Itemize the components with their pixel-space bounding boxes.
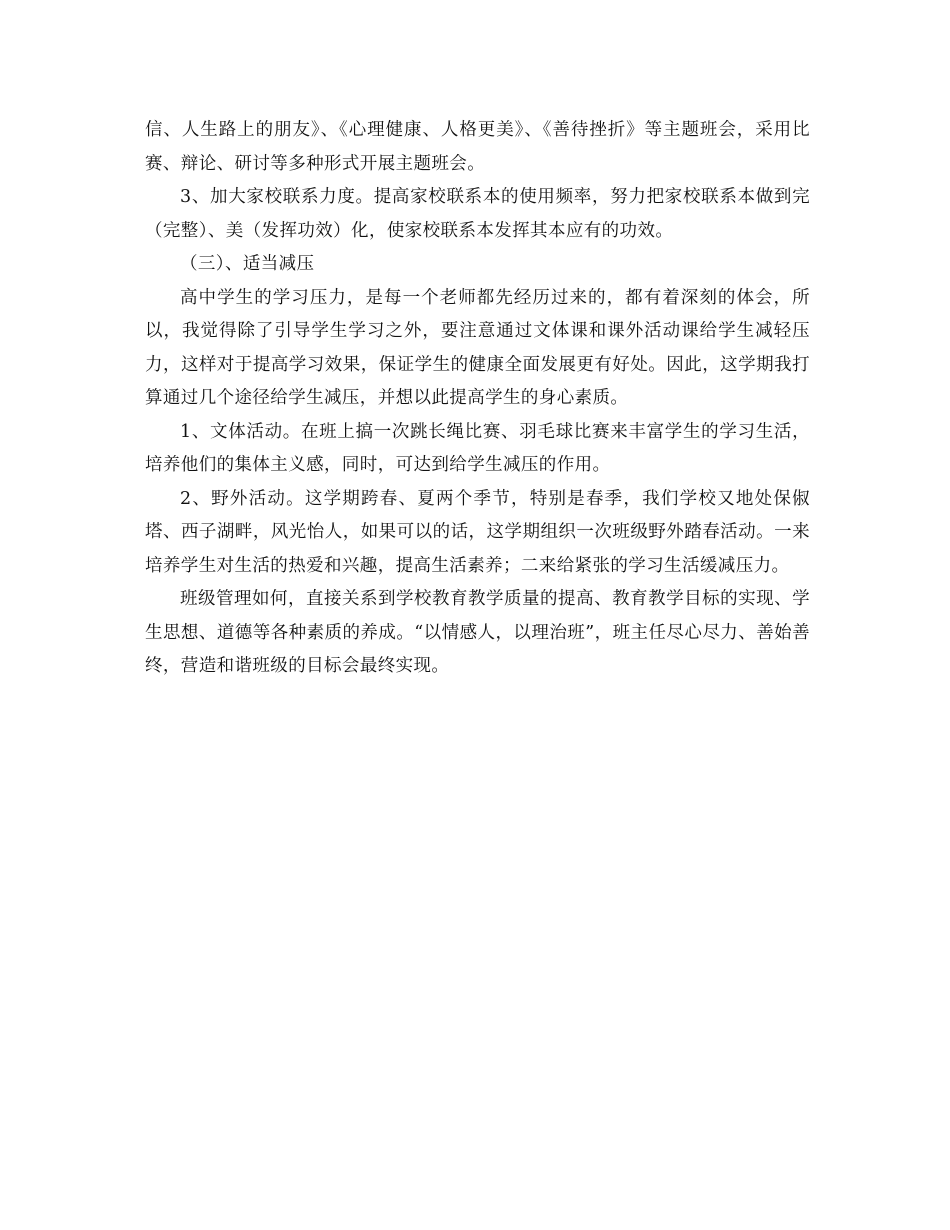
paragraph-sports-activities: 1、文体活动。在班上搞一次跳长绳比赛、羽毛球比赛来丰富学生的学习生活，培养他们的集体主义感，同时，可达到给学生减压的作用。 bbox=[145, 421, 810, 475]
paragraph-home-school-contact: 3、加大家校联系力度。提高家校联系本的使用频率，努力把家校联系本做到完（完整）、美（发挥功效）化，使家校联系本发挥其本应有的功效。 bbox=[145, 187, 810, 241]
section-heading-reduce-pressure: （三）、适当减压 bbox=[180, 254, 315, 274]
paragraph-study-pressure: 高中学生的学习压力，是每一个老师都先经历过来的，都有着深刻的体会，所以，我觉得除了引导学生学习之外，要注意通过文体课和课外活动课给学生减轻压力，这样对于提高学习效果，保证学生的健康全面发展更有好处。因此，这学期我打算通过几个途径给学生减压，并想以此提高学生的身心素质。 bbox=[145, 287, 810, 408]
paragraph-conclusion: 班级管理如何，直接关系到学校教育教学质量的提高、教育教学目标的实现、学生思想、道德等各种素质的养成。“以情感人，以理治班”，班主任尽心尽力、善始善终，营造和谐班级的目标会最终实现。 bbox=[145, 589, 810, 676]
paragraph-outdoor-activities: 2、野外活动。这学期跨春、夏两个季节，特别是春季，我们学校又地处保俶塔、西子湖畔，风光怡人，如果可以的话，这学期组织一次班级野外踏春活动。一来培养学生对生活的热爱和兴趣，提高生活素养；二来给紧张的学习生活缓减压力。 bbox=[145, 488, 810, 576]
paragraph-theme-meetings: 信、人生路上的朋友》、《心理健康、人格更美》、《善待挫折》等主题班会，采用比赛、辩论、研讨等多种形式开展主题班会。 bbox=[145, 120, 810, 174]
document-body bbox=[145, 114, 810, 684]
